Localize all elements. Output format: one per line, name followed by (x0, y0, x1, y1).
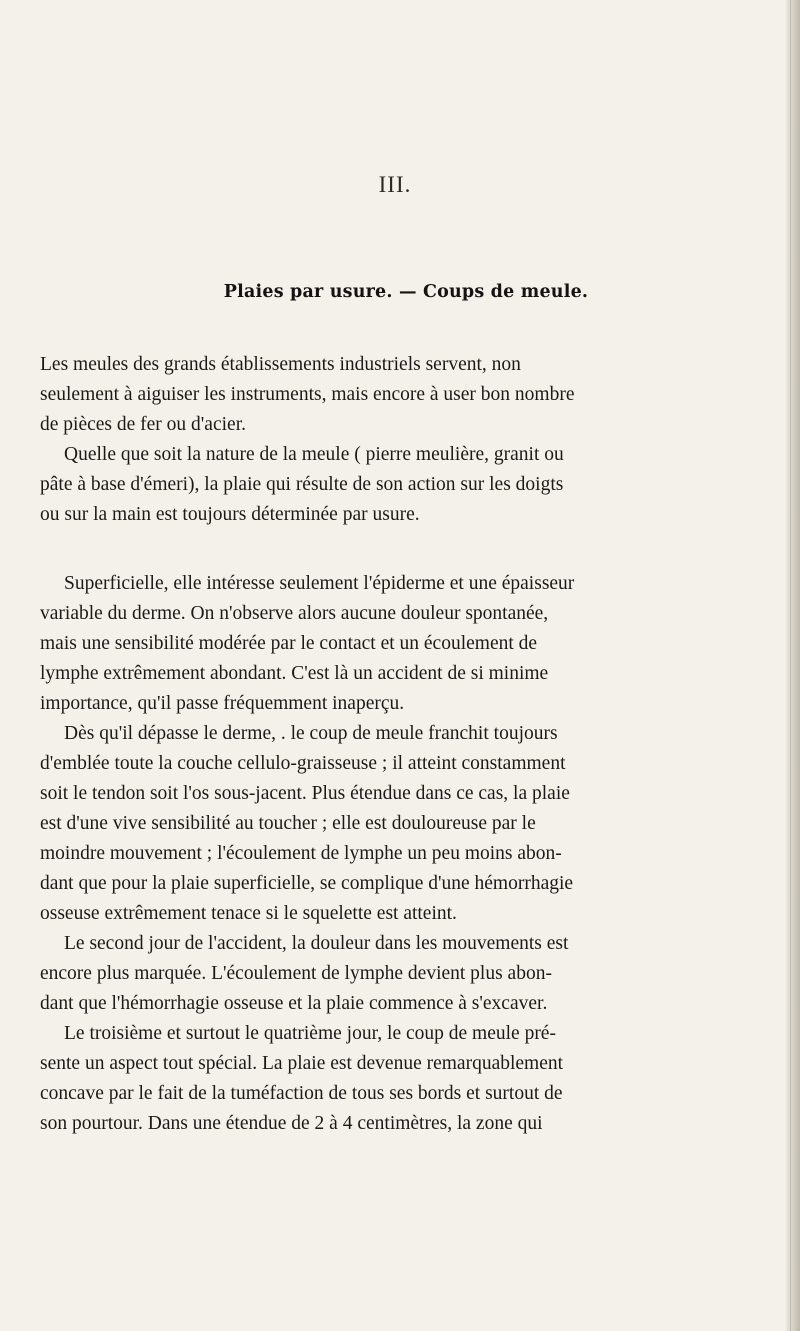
text-line: importance, qu'il passe fréquemment inaperçu. (40, 693, 405, 714)
section-heading: Plaies par usure. — Coups de meule. (223, 282, 589, 302)
text-line: encore plus marquée. L'écoulement de lymphe devient plus abon- (40, 963, 552, 984)
text-line: Quelle que soit la nature de la meule ( pierre meulière, granit ou (64, 444, 564, 465)
text-line: Le second jour de l'accident, la douleur dans les mouvements est (64, 933, 569, 954)
text-line: Les meules des grands établissements industriels servent, non (40, 354, 521, 375)
text-line: concave par le fait de la tuméfaction de tous ses bords et surtout de (40, 1083, 563, 1104)
text-line: variable du derme. On n'observe alors aucune douleur spontanée, (40, 603, 549, 624)
text-line: son pourtour. Dans une étendue de 2 à 4 centimètres, la zone qui (40, 1113, 543, 1134)
text-line: Superficielle, elle intéresse seulement l'épiderme et une épaisseur (64, 573, 575, 594)
text-line: est d'une vive sensibilité au toucher ; elle est douloureuse par le (40, 813, 536, 834)
text-line: dant que l'hémorrhagie osseuse et la plaie commence à s'excaver. (40, 993, 548, 1014)
text-line: lymphe extrêmement abondant. C'est là un accident de si minime (40, 663, 549, 684)
page-edge-line (790, 0, 791, 1331)
text-line: pâte à base d'émeri), la plaie qui résulte de son action sur les doigts (40, 474, 564, 495)
page-edge-shadow (786, 0, 800, 1331)
text-line: osseuse extrêmement tenace si le squelette est atteint. (40, 903, 457, 924)
text-line: soit le tendon soit l'os sous-jacent. Plus étendue dans ce cas, la plaie (40, 783, 570, 804)
text-line: sente un aspect tout spécial. La plaie est devenue remarquablement (40, 1053, 564, 1074)
text-line: Dès qu'il dépasse le derme, . le coup de meule franchit toujours (64, 723, 558, 744)
text-line: mais une sensibilité modérée par le contact et un écoulement de (40, 633, 538, 654)
text-line: ou sur la main est toujours déterminée par usure. (40, 504, 420, 525)
text-line: d'emblée toute la couche cellulo-graisseuse ; il atteint constamment (40, 753, 566, 774)
text-line: dant que pour la plaie superficielle, se complique d'une hémorrhagie (40, 873, 574, 894)
text-line: seulement à aiguiser les instruments, mais encore à user bon nombre (40, 384, 575, 405)
text-line: de pièces de fer ou d'acier. (40, 414, 246, 435)
chapter-number: III. (378, 172, 412, 197)
text-line: Le troisième et surtout le quatrième jour, le coup de meule pré- (64, 1023, 556, 1044)
text-line: moindre mouvement ; l'écoulement de lymphe un peu moins abon- (40, 843, 562, 864)
